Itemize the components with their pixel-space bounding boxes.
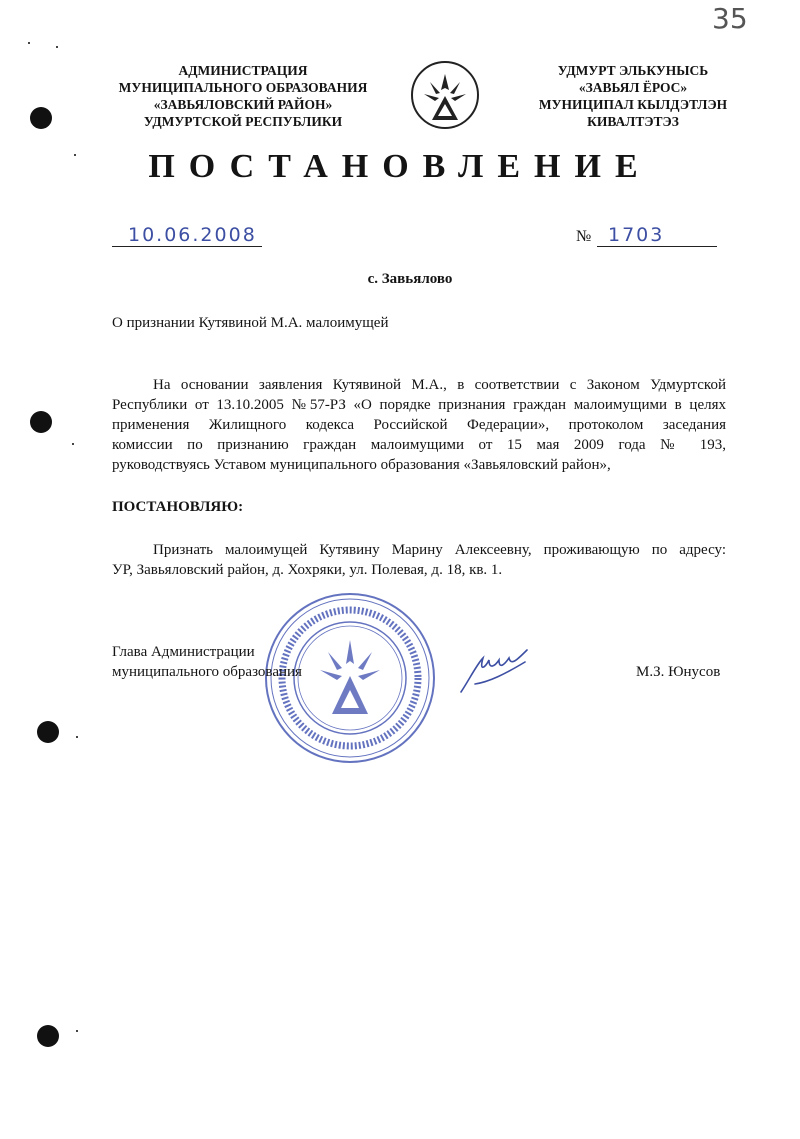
handwritten-signature (455, 640, 535, 702)
preamble-line: комиссии по признанию граждан малоимущими от 15 мая 2009 года № 193, (112, 437, 726, 453)
header-right-line: МУНИЦИПАЛ КЫЛДЭТЛЭН (538, 97, 728, 112)
signatory-name: М.З. Юнусов (636, 664, 721, 680)
speck (72, 443, 74, 445)
subject: О признании Кутявиной М.А. малоимущей (112, 315, 389, 331)
punch-hole (37, 1025, 59, 1047)
punch-hole (30, 107, 52, 129)
page-number: 35 (712, 2, 748, 35)
header-left (108, 62, 378, 130)
decision-line: Признать малоимущей Кутявину Марину Алексеевну, проживающую по адресу: (153, 542, 726, 558)
coat-of-arms-emblem (410, 60, 480, 130)
header-left-line: МУНИЦИПАЛЬНОГО ОБРАЗОВАНИЯ (118, 80, 368, 95)
speck (56, 46, 58, 48)
header-right (518, 62, 748, 130)
document-date: 10.06.2008 (128, 224, 257, 246)
signatory-position-line: муниципального образования (112, 664, 302, 680)
preamble-line: руководствуясь Уставом муниципального образования «Завьяловский район», (112, 457, 611, 473)
punch-hole (37, 721, 59, 743)
number-sign: № (576, 228, 592, 245)
preamble-line: применения Жилищного кодекса Российской Федерации», протоколом заседания (112, 417, 726, 433)
document-title: ПОСТАНОВЛЕНИЕ (148, 148, 652, 185)
speck (28, 42, 30, 44)
speck (76, 736, 78, 738)
place: с. Завьялово (367, 271, 453, 287)
decision-line: УР, Завьяловский район, д. Хохряки, ул. Полевая, д. 18, кв. 1. (112, 562, 503, 578)
date-underline (112, 246, 262, 247)
speck (76, 1030, 78, 1032)
header-right-line: УДМУРТ ЭЛЬКУНЫСЬ (557, 63, 709, 78)
punch-hole (30, 411, 52, 433)
resolve-heading: ПОСТАНОВЛЯЮ: (112, 499, 244, 515)
preamble-line: Республики от 13.10.2005 №57-РЗ «О порядке признания граждан малоимущими в целях (112, 397, 726, 413)
header-left-line: АДМИНИСТРАЦИЯ (178, 63, 308, 78)
header-right-line: КИВАЛТЭТЭЗ (587, 114, 679, 129)
preamble-line: На основании заявления Кутявиной М.А., в соответствии с Законом Удмуртской (153, 377, 726, 393)
signatory-position-line: Глава Администрации (112, 644, 255, 660)
header-right-line: «ЗАВЬЯЛ ЁРОС» (578, 80, 688, 95)
header-left-line: УДМУРТСКОЙ РЕСПУБЛИКИ (143, 114, 343, 129)
header-left-line: «ЗАВЬЯЛОВСКИЙ РАЙОН» (153, 97, 333, 112)
document-number: 1703 (608, 224, 665, 246)
number-underline (597, 246, 717, 247)
